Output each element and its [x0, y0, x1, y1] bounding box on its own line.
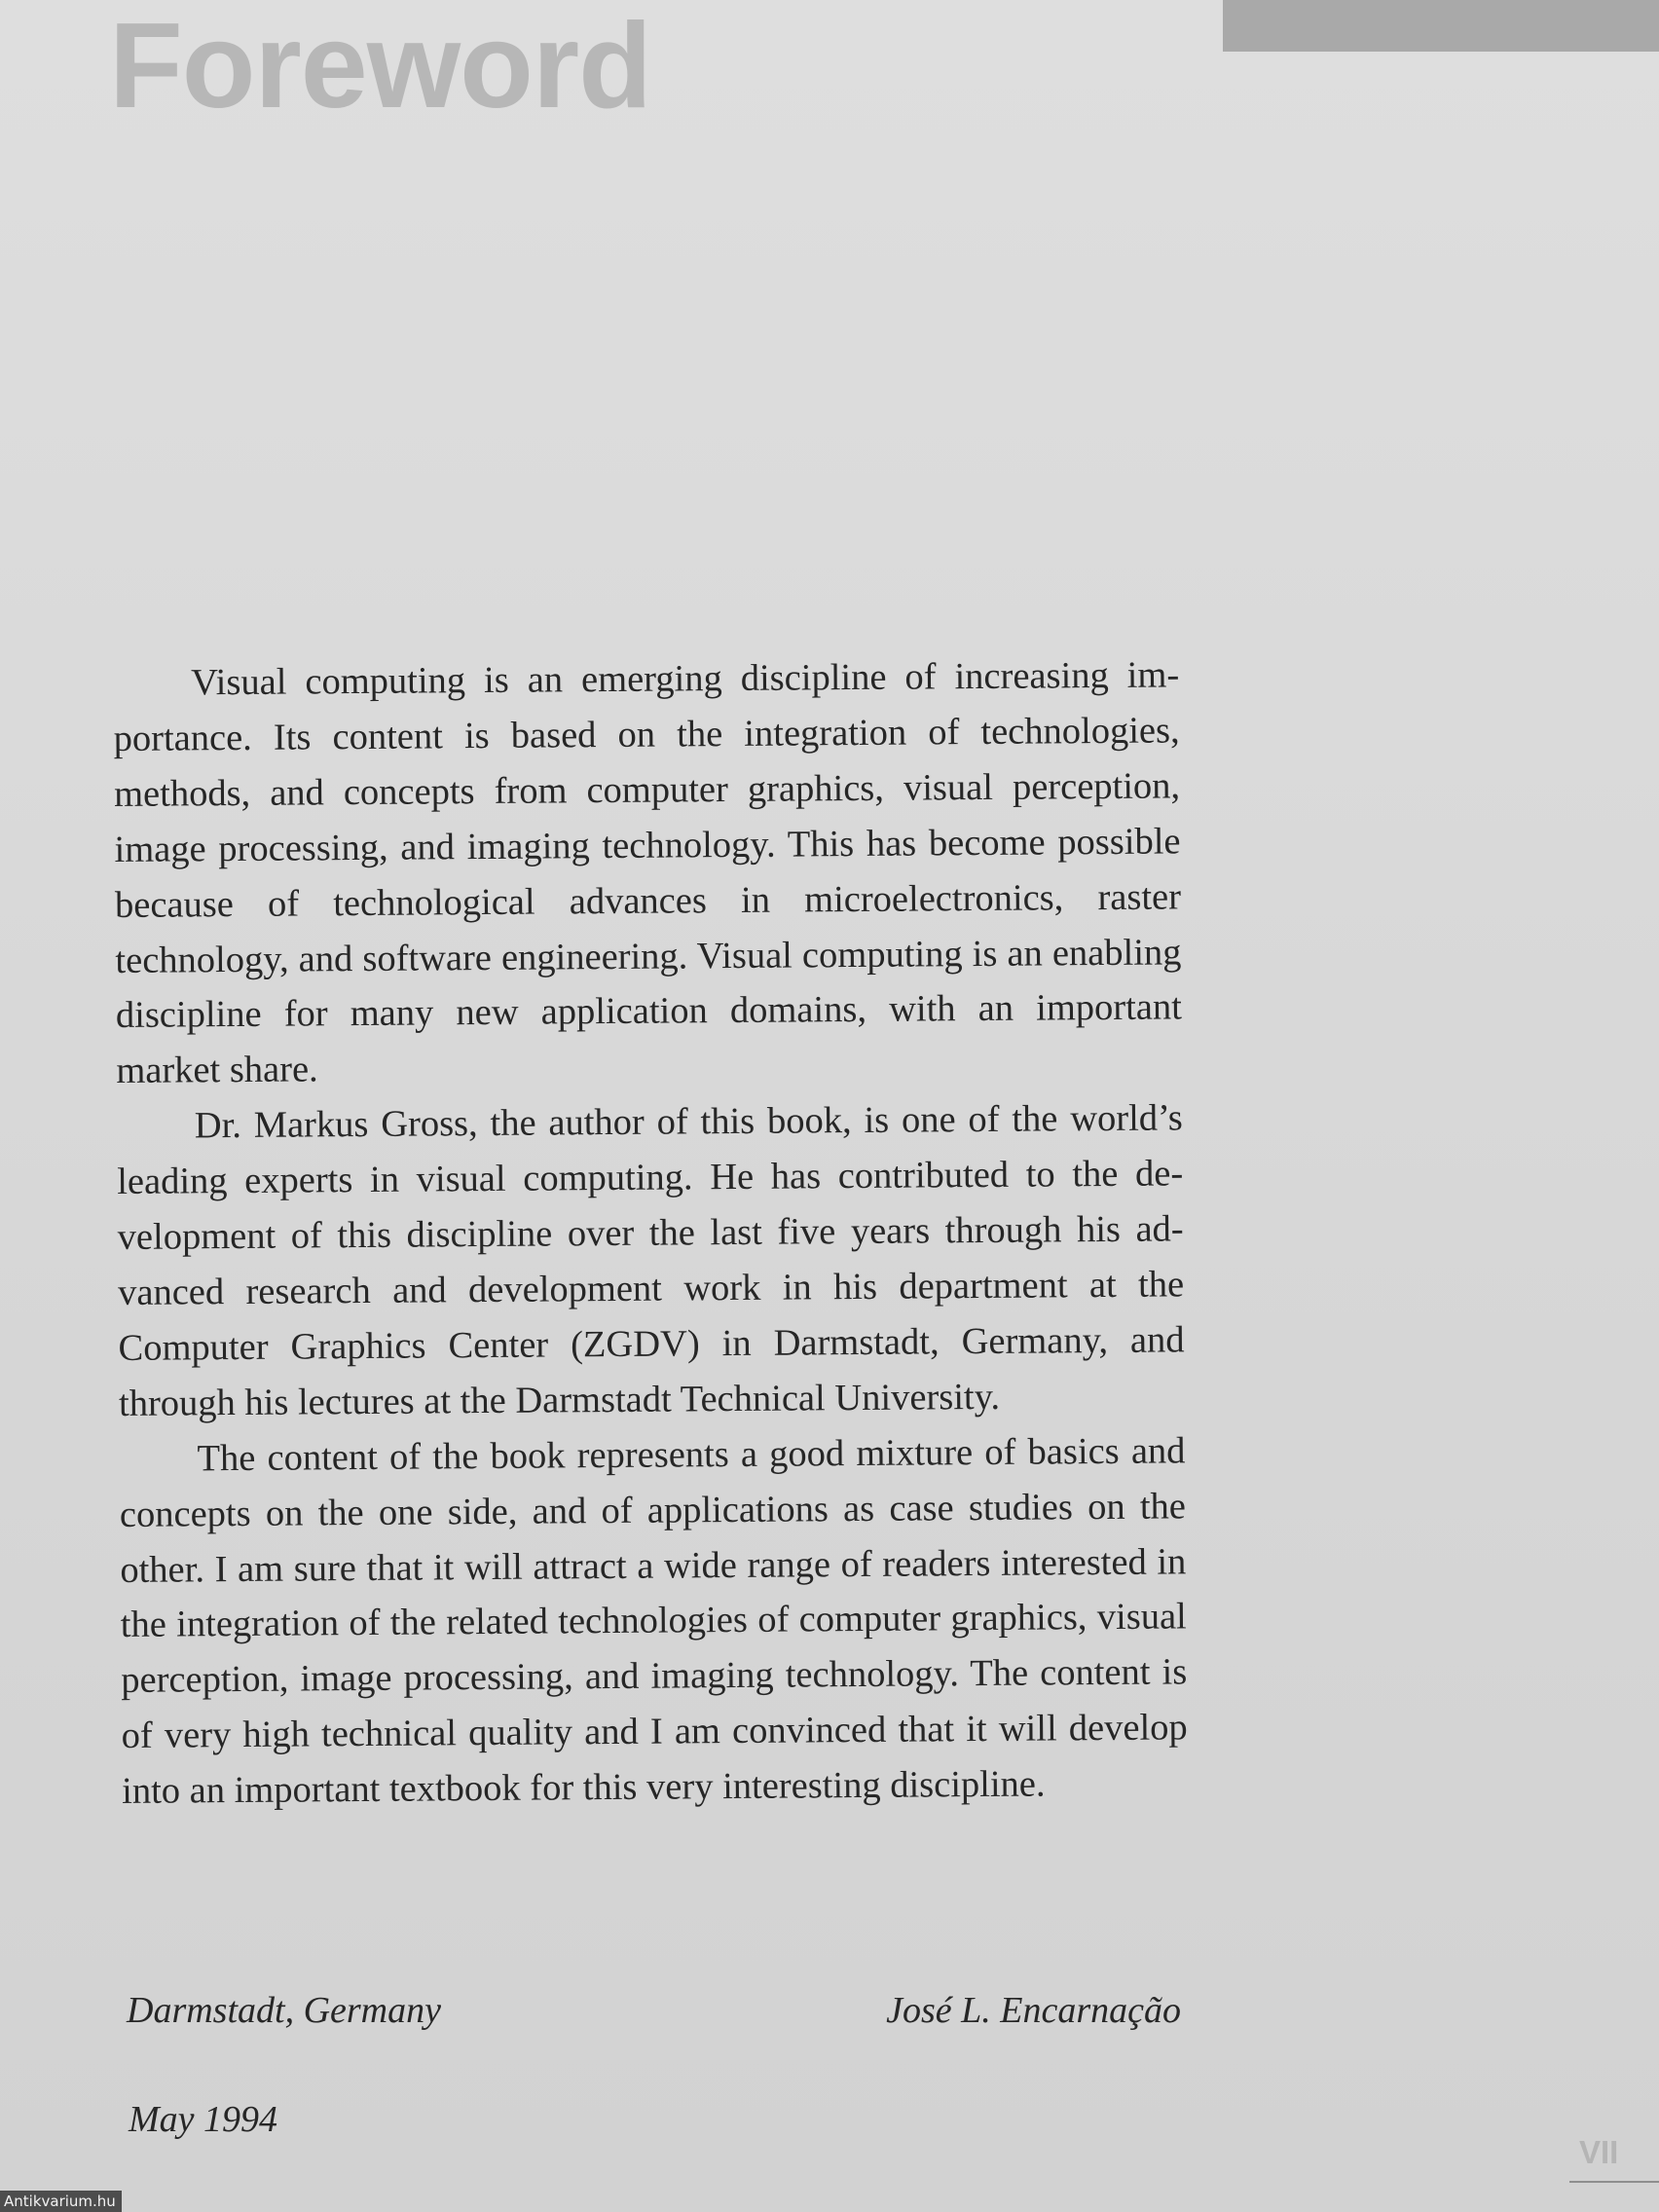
page-number: VII: [1579, 2134, 1619, 2170]
signature-place: Darmstadt, Germany: [127, 1990, 441, 2031]
paragraph-1: Visual computing is an emerging discipline of increasing importance. Its content is based on the integration of technologies, methods, and concepts from computer graphics, visual perception, image processing, and imaging technology. This has become possible because of technological advances in microelectronics, raster technology, and software engineering. Visual computing is an enabling discipline for many new application domains, with an important market share.: [113, 654, 1183, 1092]
chapter-corner-bar: [1223, 0, 1659, 52]
foreword-body: [113, 647, 1188, 1820]
signature-author: José L. Encarnação: [886, 1990, 1181, 2031]
signature-row: [127, 1986, 1181, 2035]
page-title: Foreword: [109, 0, 651, 133]
paragraph-3: The content of the book represents a good mixture of basics and concepts on the one side, and of applications as case studies on the other. I am sure that it will attract a wide range of readers interested in the integration of the related technologies of computer graphics, visual perception, image processing, and imaging technology. The content is of very high technical quality and I am convinced that it will develop into an important textbook for this very interesting discipline.: [119, 1430, 1188, 1813]
signature-date: May 1994: [129, 2099, 278, 2140]
paragraph-2: Dr. Markus Gross, the author of this book, is one of the world’s leading experts in visual computing. He has contributed to the development of this discipline over the last five years through his advanced research and development work in his department at the Computer Graphics Center (ZGDV) in Darmstadt, Germany, and through his lectures at the Darmstadt Technical University.: [117, 1097, 1185, 1424]
page-number-rule: [1569, 2181, 1659, 2183]
watermark: Antikvarium.hu: [0, 2191, 122, 2212]
